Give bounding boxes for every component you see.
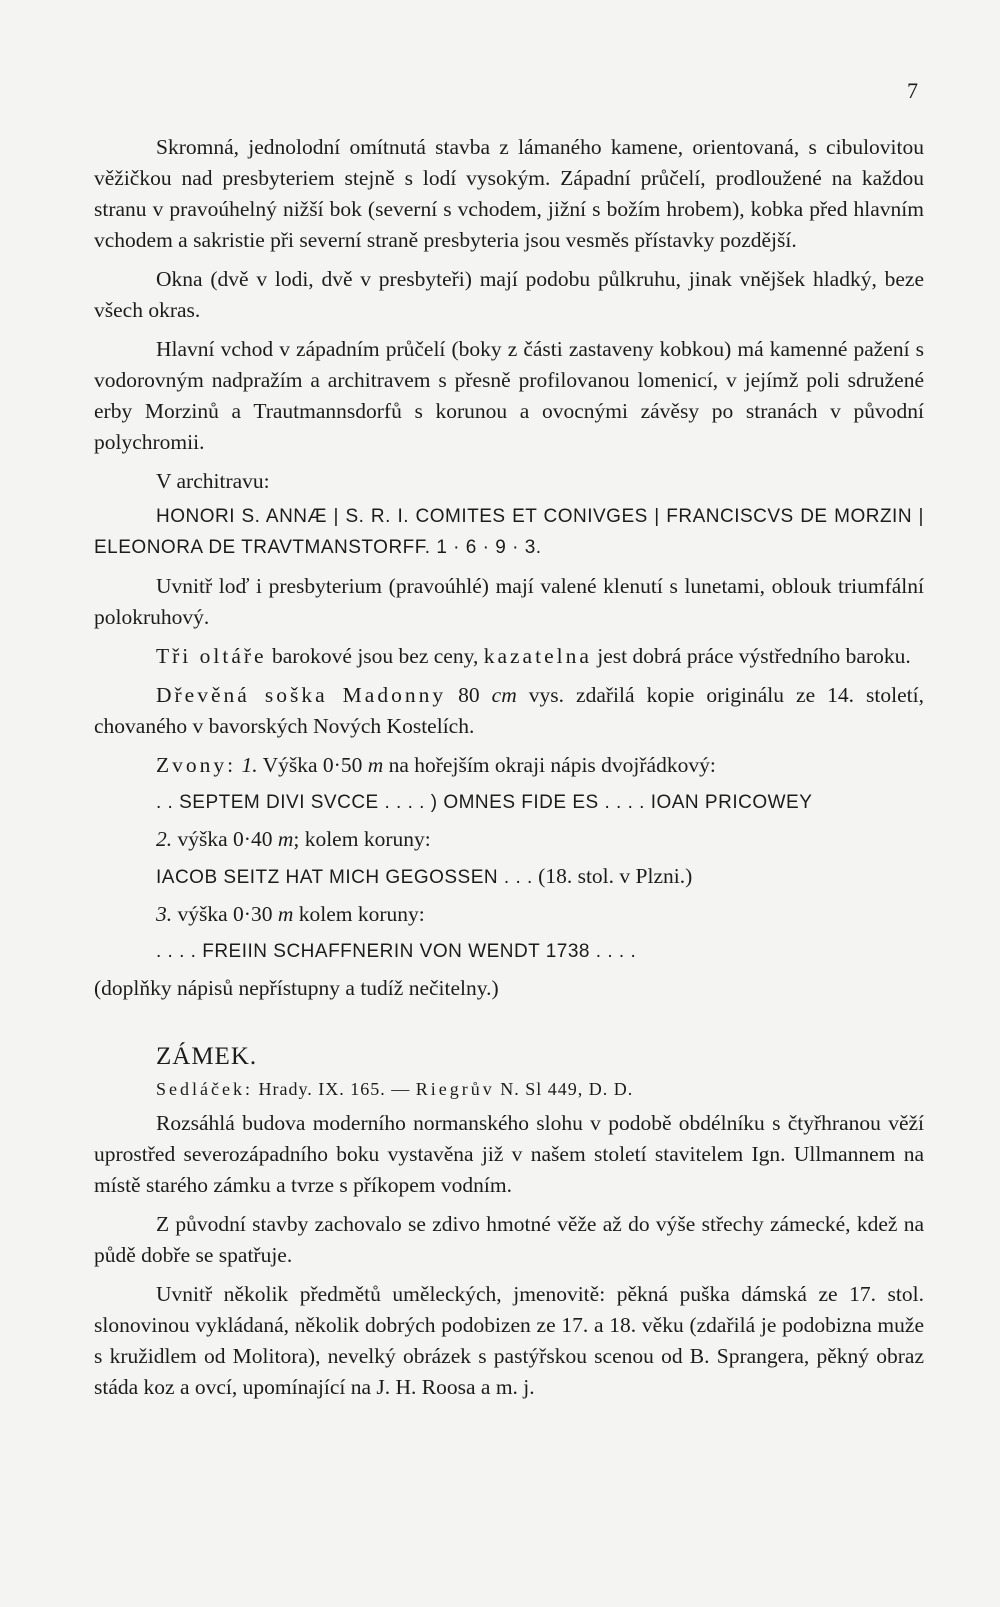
bell-2-inscription: IACOB SEITZ HAT MICH GEGOSSEN . . . xyxy=(156,867,533,888)
church-paragraph-4: Uvnitř loď i presbyterium (pravoúhlé) mají valené klenutí s lunetami, oblouk triumfální polokruhový. xyxy=(94,574,924,629)
bell-2-note: (18. stol. v Plzni.) xyxy=(532,864,693,888)
bell-3-unit: m xyxy=(277,902,294,926)
bell-1-unit: m xyxy=(367,753,384,777)
madonna-term: Dřevěná soška Madonny xyxy=(156,683,447,707)
section-title-castle: ZÁMEK. xyxy=(156,1043,258,1070)
architrave-inscription: HONORI S. ANNÆ | S. R. I. COMITES ET CONIVGES | FRANCISCVS DE MORZIN | ELEONORA DE TRAVTMANSTORFF. 1 · 6 · 9 · 3. xyxy=(94,506,924,558)
madonna-text: vys. zdařilá kopie originálu ze 14. století, chovaného v bavorských Nových Kostelích. xyxy=(94,683,924,738)
church-paragraph-2: Okna (dvě v lodi, dvě v presbyteři) mají podobu půlkruhu, jinak vnějšek hladký, beze všech okras. xyxy=(94,267,924,322)
bell-2-text: ; kolem koruny: xyxy=(293,827,431,851)
bells-note: (doplňky nápisů nepřístupny a tudíž nečitelny.) xyxy=(94,976,499,1000)
altars-text: barokové jsou bez ceny, xyxy=(266,644,484,668)
madonna-paragraph xyxy=(94,680,924,742)
church-paragraph-3: Hlavní vchod v západním průčelí (boky z části zastaveny kobkou) má kamenné pažení s vodorovným nadpražím a architravem s přesně profilovanou lomenicí, v jejímž poli sdružené erby Morzinů a Trautmannsdorfů s korunou a ovocnými závěsy po stranách v původní polychromii. xyxy=(94,337,924,454)
source-2-author: Riegrův xyxy=(415,1079,495,1099)
bell-2-unit: m xyxy=(277,827,294,851)
madonna-unit: cm xyxy=(491,683,517,707)
bell-3 xyxy=(94,899,924,930)
bell-2-number: 2. xyxy=(156,827,173,851)
altars-paragraph xyxy=(94,641,924,672)
bell-1-text: na hořejším okraji nápis dvojřádkový: xyxy=(383,753,716,777)
source-1-author: Sedláček: xyxy=(156,1079,253,1099)
castle-paragraph-1: Rozsáhlá budova moderního normanského slohu v podobě obdélníku s čtyřhranou věží uprostřed severozápadního boku vystavěna již v našem století stavitelem Ign. Ullmannem na místě starého zámku a tvrze s příkopem vodním. xyxy=(94,1111,924,1197)
castle-sources xyxy=(156,1074,924,1104)
castle-paragraph-3: Uvnitř několik předmětů uměleckých, jmenovitě: pěkná puška dámská ze 17. stol. slonovinou vykládaná, několik dobrých podobizen ze 17. a 18. věku (zdařilá je podobizna muže s kružidlem od Molitora), nevelký obrázek s pastýřskou scenou od B. Sprangera, pěkný obraz stáda koz a ovcí, upomínající na J. H. Roosa a m. j. xyxy=(94,1282,924,1399)
architrave-label: V architravu: xyxy=(156,469,270,493)
pulpit-text: jest dobrá práce výstředního baroku. xyxy=(591,644,911,668)
bell-1-number: 1. xyxy=(241,753,258,777)
bell-1-height: Výška 0·50 xyxy=(257,753,368,777)
bell-2-height: výška 0·40 xyxy=(172,827,278,851)
bell-3-text: kolem koruny: xyxy=(293,902,425,926)
altars-term: Tři oltáře xyxy=(156,644,267,668)
source-1-ref: Hrady. IX. 165. — xyxy=(252,1079,416,1099)
bell-1-inscription: . . SEPTEM DIVI SVCCE . . . . ) OMNES FIDE ES . . . . IOAN PRICOWEY xyxy=(156,792,813,813)
bells-term: Zvony: xyxy=(156,753,237,777)
bell-2 xyxy=(94,824,924,855)
page-number: 7 xyxy=(907,78,918,103)
pulpit-term: kazatelna xyxy=(483,644,592,668)
page-body xyxy=(94,132,924,1411)
bell-1 xyxy=(94,750,924,781)
church-paragraph-1: Skromná, jednolodní omítnutá stavba z lámaného kamene, orientovaná, s cibulovitou věžičkou nad presbyteriem stejně s lodí vysokým. Západní průčelí, prodloužené na každou stranu v pravoúhelný nižší bok (severní s vchodem, jižní s božím hrobem), kobka před hlavním vchodem a sakristie při severní straně presbyteria jsou vesměs přístavky pozdější. xyxy=(94,135,924,252)
bell-2-inscription-line xyxy=(94,861,924,893)
bell-3-inscription: . . . . FREIIN SCHAFFNERIN VON WENDT 1738 . . . . xyxy=(156,941,637,962)
bell-3-number: 3. xyxy=(156,902,173,926)
madonna-size: 80 xyxy=(446,683,492,707)
source-2-ref: N. Sl 449, D. D. xyxy=(494,1079,634,1099)
castle-paragraph-2: Z původní stavby zachovalo se zdivo hmotné věže až do výše střechy zámecké, kdež na půdě dobře se spatřuje. xyxy=(94,1212,924,1267)
bell-3-height: výška 0·30 xyxy=(172,902,278,926)
